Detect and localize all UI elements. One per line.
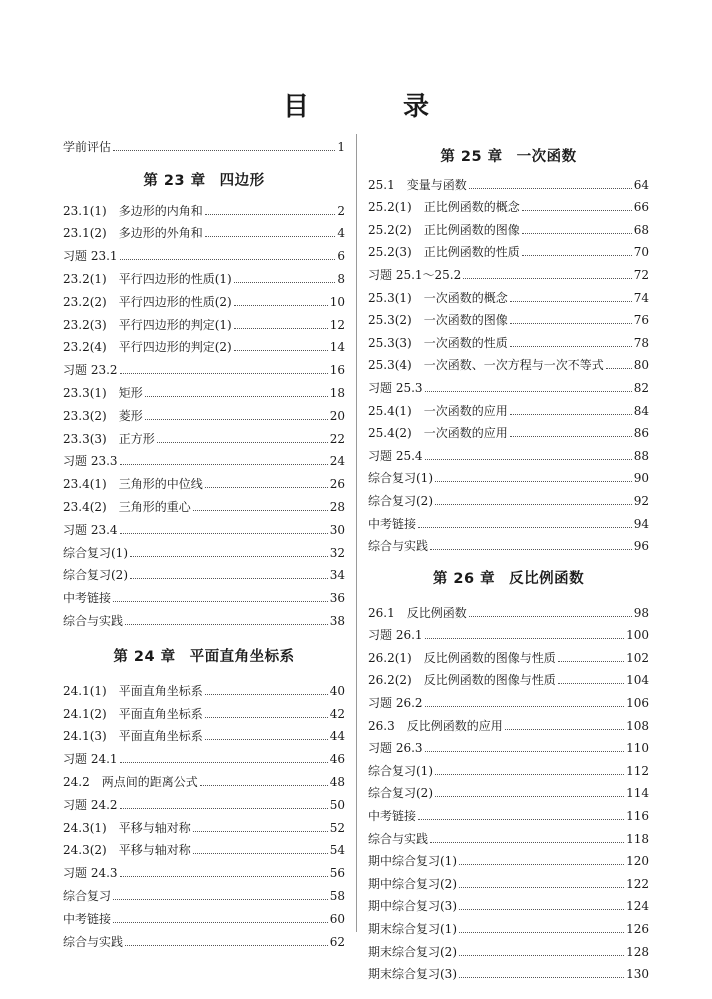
toc-entry[interactable] [63,471,345,494]
toc-entry-title: 习题 24.2 [63,797,118,812]
leader-dots [157,442,328,443]
toc-entry[interactable] [368,600,649,623]
chapter-23-entries [63,198,345,631]
toc-entry-page: 50 [329,797,345,812]
leader-dots [459,909,624,910]
toc-entry-page: 54 [329,843,345,858]
toc-entry-page: 12 [329,317,345,332]
toc-entry-title: 综合复习(1) [368,763,433,778]
toc-entry-page: 26 [329,477,345,492]
toc-entry-title: 23.4(2) 三角形的重心 [63,499,191,514]
toc-entry[interactable] [63,701,345,724]
chapter-25-entries [368,172,649,556]
toc-entry-page: 100 [626,628,649,643]
toc-entry[interactable] [368,939,649,962]
toc-entry-title: 26.3 反比例函数的应用 [368,718,503,733]
leader-dots [205,214,336,215]
toc-entry-title: 习题 26.1 [368,628,423,643]
toc-entry-page: 72 [633,267,649,282]
toc-entry-title: 综合与实践 [63,934,124,949]
leader-dots [510,323,632,324]
toc-entry-page: 108 [626,718,649,733]
toc-entry-page: 86 [633,426,649,441]
toc-entry-page: 68 [633,222,649,237]
chapter-name: 反比例函数 [509,571,585,588]
toc-entry[interactable] [63,585,345,608]
toc-entry-page: 16 [329,363,345,378]
toc-entry[interactable] [63,221,345,244]
toc-entry[interactable] [368,466,649,489]
toc-entry[interactable] [368,330,649,353]
toc-entry[interactable] [63,449,345,472]
leader-dots [510,414,632,415]
toc-entry-title: 综合与实践 [368,831,429,846]
toc-entry-title: 23.3(3) 正方形 [63,431,155,446]
toc-entry-page: 42 [329,706,345,721]
toc-entry[interactable] [368,668,649,691]
toc-entry[interactable] [63,815,345,838]
toc-entry[interactable] [368,826,649,849]
leader-dots [234,350,328,351]
toc-entry-page: 22 [329,431,345,446]
toc-entry-page: 84 [633,403,649,418]
toc-entry-title: 26.2(2) 反比例函数的图像与性质 [368,673,556,688]
toc-entry-page: 106 [626,696,649,711]
leader-dots [459,955,624,956]
toc-entry-page: 36 [329,591,345,606]
leader-dots [205,236,336,237]
leader-dots [522,255,632,256]
leader-dots [125,624,328,625]
toc-entry-title: 23.2(2) 平行四边形的性质(2) [63,294,232,309]
toc-entry[interactable] [368,443,649,466]
toc-entry-page: 14 [329,340,345,355]
leader-dots [234,282,336,283]
toc-entry[interactable] [63,563,345,586]
toc-entry-title: 综合与实践 [63,613,124,628]
toc-entry-title: 24.3(1) 平移与轴对称 [63,820,191,835]
toc-entry[interactable] [368,623,649,646]
toc-entry[interactable] [368,916,649,939]
toc-entry-page: 104 [626,673,649,688]
toc-entry-title: 23.1(1) 多边形的内角和 [63,203,203,218]
toc-entry-title: 23.2(3) 平行四边形的判定(1) [63,317,232,332]
toc-entry-title: 期末综合复习(2) [368,944,457,959]
toc-entry-page: 78 [633,335,649,350]
toc-entry-title: 25.4(2) 一次函数的应用 [368,426,508,441]
toc-entry-title: 习题 23.4 [63,522,118,537]
toc-entry-title: 25.2(2) 正比例函数的图像 [368,222,520,237]
toc-entry[interactable] [368,398,649,421]
leader-dots [113,150,335,151]
leader-dots [435,504,632,505]
toc-entry-page: 102 [626,650,649,665]
toc-entry[interactable] [368,962,649,985]
toc-entry-title: 25.3(4) 一次函数、一次方程与一次不等式 [368,358,604,373]
leader-dots [120,762,328,763]
toc-entry[interactable] [63,494,345,517]
leader-dots [558,661,624,662]
toc-entry-title: 25.2(3) 正比例函数的性质 [368,245,520,260]
leader-dots [193,853,328,854]
toc-entry-title: 中考链接 [63,911,112,926]
toc-entry[interactable] [368,421,649,444]
toc-entry-page: 32 [329,545,345,560]
toc-entry-title: 综合复习 [63,888,112,903]
leader-dots [145,396,328,397]
toc-right-column [368,134,649,984]
leader-dots [469,616,632,617]
toc-entry[interactable] [63,403,345,426]
leader-dots [522,210,632,211]
toc-entry[interactable] [63,198,345,221]
leader-dots [425,391,632,392]
toc-entry[interactable] [368,195,649,218]
toc-entry-title: 期末综合复习(1) [368,922,457,936]
toc-entry-title: 期中综合复习(3) [368,899,457,914]
toc-entry-page: 112 [626,763,649,778]
toc-entry[interactable] [368,781,649,804]
toc-entry-page: 56 [329,866,345,881]
toc-entry-title: 中考链接 [63,591,112,606]
toc-entry-page: 122 [626,876,649,891]
toc-entry[interactable] [368,262,649,285]
leader-dots [505,729,624,730]
leader-dots [430,549,632,550]
toc-entry-page: 38 [329,613,345,628]
leader-dots [459,864,624,865]
leader-dots [113,899,328,900]
toc-entry[interactable] [63,929,345,952]
chapter-name: 平面直角坐标系 [189,648,295,665]
chapter-name: 四边形 [219,172,265,189]
leader-dots [130,556,328,557]
toc-entry-title: 25.3(3) 一次函数的性质 [368,335,508,350]
toc-entry-page: 28 [329,499,345,514]
toc-entry-title: 23.1(2) 多边形的外角和 [63,226,203,241]
toc-entry-title: 学前评估 [63,139,112,154]
leader-dots [120,464,328,465]
toc-entry[interactable] [368,375,649,398]
toc-entry-title: 24.1(1) 平面直角坐标系 [63,683,203,698]
toc-entry-page: 82 [633,380,649,395]
toc-entry-title: 综合与实践 [368,539,429,554]
toc-entry-page: 48 [329,774,345,789]
leader-dots [510,301,632,302]
leader-dots [522,233,632,234]
toc-entry-page: 80 [633,358,649,373]
toc-entry-page: 116 [626,809,649,824]
toc-entry[interactable] [63,724,345,747]
toc-entry-page: 20 [329,408,345,423]
leader-dots [418,527,632,528]
toc-entry-page: 60 [329,911,345,926]
toc-entry-page: 70 [633,245,649,260]
toc-entry[interactable] [368,285,649,308]
toc-entry[interactable] [368,308,649,331]
toc-entry-title: 习题 25.1～25.2 [368,267,462,282]
toc-entry-page: 74 [633,290,649,305]
toc-entry-page: 44 [329,729,345,744]
toc-entry-page: 58 [329,888,345,903]
chapter-number: 第 25 章 [440,149,503,165]
toc-entry-title: 期末综合复习(3) [368,967,457,982]
toc-entry-page: 52 [329,820,345,835]
toc-entry-title: 23.4(1) 三角形的中位线 [63,477,203,492]
toc-entry[interactable] [368,240,649,263]
leader-dots [425,706,625,707]
leader-dots [193,510,328,511]
toc-entry[interactable] [368,894,649,917]
chapter-heading [63,157,345,198]
leader-dots [418,819,624,820]
toc-entry[interactable] [63,540,345,563]
toc-entry-title: 习题 24.3 [63,866,118,881]
leader-dots [120,876,328,877]
toc-entry-page: 130 [626,967,649,982]
toc-entry-title: 习题 25.4 [368,448,423,463]
leader-dots [234,305,328,306]
toc-entry-title: 习题 26.3 [368,741,423,756]
leader-dots [425,638,625,639]
chapter-heading [63,631,345,678]
toc-entry-page: 90 [633,471,649,486]
chapter-number: 第 24 章 [113,648,176,665]
toc-entry-page: 124 [626,899,649,914]
leader-dots [435,796,624,797]
toc-entry-page: 8 [337,271,345,286]
leader-dots [120,533,328,534]
toc-entry[interactable] [63,289,345,312]
leader-dots [205,487,328,488]
toc-entry-page: 92 [633,493,649,508]
toc-entry-title: 期中综合复习(1) [368,854,457,869]
toc-entry[interactable] [368,488,649,511]
toc-entry-page: 30 [329,522,345,537]
toc-entry[interactable] [368,511,649,534]
toc-entry-title: 中考链接 [368,809,417,824]
leader-dots [606,368,632,369]
leader-dots [510,436,632,437]
toc-entry-page: 96 [633,539,649,554]
toc-entry[interactable] [63,426,345,449]
toc-entry-page: 98 [633,605,649,620]
toc-entry-page: 128 [626,944,649,959]
leader-dots [234,328,328,329]
toc-entry-page: 62 [329,934,345,949]
leader-dots [459,887,624,888]
toc-entry[interactable] [63,838,345,861]
toc-entry-title: 25.2(1) 正比例函数的概念 [368,200,520,215]
toc-entry-page: 10 [329,294,345,309]
leader-dots [459,932,624,933]
toc-entry-page: 126 [626,922,649,936]
leader-dots [510,346,632,347]
chapter-26-entries [368,600,649,984]
leader-dots [120,373,328,374]
toc-entry[interactable] [368,871,649,894]
toc-entry-page: 94 [633,516,649,531]
toc-entry-page: 24 [329,454,345,469]
leader-dots [435,774,624,775]
leader-dots [125,945,328,946]
chapter-name: 一次函数 [516,149,577,165]
toc-entry-title: 期中综合复习(2) [368,876,457,891]
toc-entry-title: 23.2(4) 平行四边形的判定(2) [63,340,232,355]
toc-entry-page: 76 [633,313,649,328]
leader-dots [425,751,625,752]
leader-dots [193,831,328,832]
toc-entry-page: 34 [329,568,345,583]
toc-entry-title: 26.1 反比例函数 [368,605,467,620]
toc-entry-title: 24.2 两点间的距离公式 [63,774,198,789]
toc-entry[interactable] [63,517,345,540]
chapter-24-entries [63,678,345,952]
toc-entry-title: 习题 23.3 [63,454,118,469]
leader-dots [435,481,632,482]
toc-entry-title: 综合复习(2) [368,786,433,801]
toc-entry[interactable] [368,217,649,240]
toc-entry[interactable] [63,266,345,289]
toc-entry-title: 综合复习(1) [63,545,128,560]
toc-entry[interactable] [368,172,649,195]
toc-entry-title: 综合复习(1) [368,471,433,486]
toc-entry[interactable] [368,534,649,557]
chapter-heading [368,556,649,600]
leader-dots [205,717,328,718]
toc-entry[interactable] [63,883,345,906]
leader-dots [558,683,624,684]
toc-entry-page: 46 [329,752,345,767]
toc-entry-title: 习题 26.2 [368,696,423,711]
toc-entry[interactable] [63,134,345,157]
toc-entry-title: 25.3(2) 一次函数的图像 [368,313,508,328]
toc-entry-title: 综合复习(2) [63,568,128,583]
chapter-number: 第 23 章 [143,172,206,189]
toc-entry[interactable] [368,758,649,781]
toc-entry-title: 23.2(1) 平行四边形的性质(1) [63,271,232,286]
toc-entry-title: 习题 23.1 [63,249,118,264]
toc-entry-page: 110 [626,741,649,756]
toc-entry-page: 6 [337,249,345,264]
toc-entry-title: 24.1(3) 平面直角坐标系 [63,729,203,744]
toc-entry-title: 24.3(2) 平移与轴对称 [63,843,191,858]
toc-entry[interactable] [368,713,649,736]
toc-entry-page: 88 [633,448,649,463]
toc-entry[interactable] [63,860,345,883]
toc-entry-page: 2 [337,203,345,218]
toc-entry-title: 中考链接 [368,516,417,531]
toc-left-column [63,134,345,952]
leader-dots [200,785,328,786]
toc-entry[interactable] [63,335,345,358]
toc-entry[interactable] [63,906,345,929]
toc-entry-page: 66 [633,200,649,215]
leader-dots [113,601,328,602]
toc-entry-page: 120 [626,854,649,869]
toc-entry[interactable] [368,803,649,826]
toc-entry[interactable] [368,690,649,713]
leader-dots [145,419,328,420]
leader-dots [425,459,632,460]
leader-dots [205,739,328,740]
leader-dots [130,578,328,579]
toc-entry[interactable] [63,357,345,380]
toc-entry-title: 习题 23.2 [63,363,118,378]
toc-entry[interactable] [63,608,345,631]
chapter-heading [368,134,649,172]
toc-entry[interactable] [368,353,649,376]
toc-entry[interactable] [368,645,649,668]
toc-entry[interactable] [368,849,649,872]
toc-entry[interactable] [63,792,345,815]
toc-entry[interactable] [63,243,345,266]
toc-entry-page: 118 [626,831,649,846]
toc-entry-page: 4 [337,226,345,241]
toc-entry-title: 25.1 变量与函数 [368,177,467,192]
leader-dots [430,842,624,843]
toc-entry-title: 习题 25.3 [368,380,423,395]
toc-entry-page: 64 [633,177,649,192]
toc-entry[interactable] [63,746,345,769]
toc-entry[interactable] [63,678,345,701]
leader-dots [469,188,632,189]
leader-dots [463,278,631,279]
toc-entry[interactable] [368,736,649,759]
toc-entry-title: 习题 24.1 [63,752,118,767]
toc-entry-page: 114 [626,786,649,801]
toc-entry-page: 18 [329,385,345,400]
toc-entry-title: 综合复习(2) [368,493,433,508]
column-divider [356,134,357,932]
toc-entry-title: 24.1(2) 平面直角坐标系 [63,706,203,721]
toc-entry[interactable] [63,380,345,403]
toc-entry[interactable] [63,769,345,792]
toc-entry-title: 26.2(1) 反比例函数的图像与性质 [368,650,556,665]
toc-entry-title: 25.4(1) 一次函数的应用 [368,403,508,418]
toc-entry-title: 25.3(1) 一次函数的概念 [368,290,508,305]
toc-entry[interactable] [63,312,345,335]
toc-entry-title: 23.3(2) 菱形 [63,408,143,423]
leader-dots [113,922,328,923]
leader-dots [205,694,328,695]
leader-dots [120,259,336,260]
leader-dots [459,977,624,978]
toc-entry-page: 1 [337,139,345,154]
page-title: 目 录 [282,92,463,122]
toc-entry-page: 40 [329,683,345,698]
leader-dots [120,808,328,809]
chapter-number: 第 26 章 [432,571,496,588]
toc-entry-title: 23.3(1) 矩形 [63,385,143,400]
